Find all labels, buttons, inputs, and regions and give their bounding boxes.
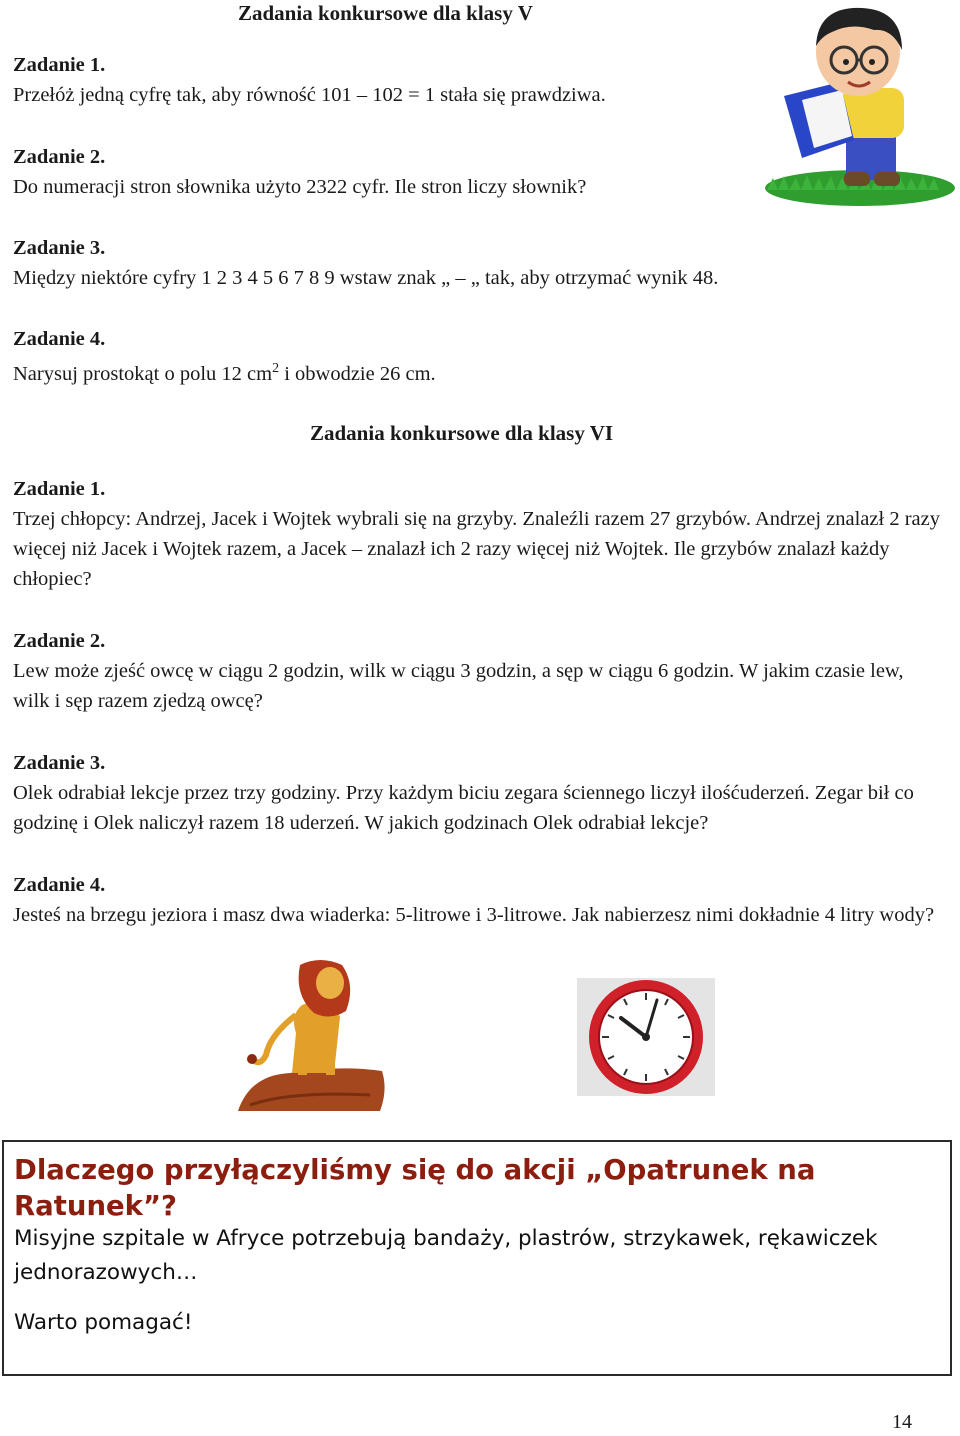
class6-task-3 xyxy=(13,748,943,838)
class5-task-3 xyxy=(13,233,943,293)
class6-heading: Zadania konkursowe dla klasy VI xyxy=(310,421,614,445)
superscript: 2 xyxy=(272,361,280,376)
task-label: Zadanie 4. xyxy=(13,328,106,350)
page-number: 14 xyxy=(892,1411,912,1433)
class6-task-4 xyxy=(13,870,943,930)
task-text: Między niektóre cyfry 1 2 3 4 5 6 7 8 9 wstaw znak „ – „ tak, aby otrzymać wynik 48. xyxy=(13,267,719,289)
info-box-paragraph: Misyjne szpitale w Afryce potrzebują bandaży, plastrów, strzykawek, rękawiczek jednorazowych… xyxy=(14,1226,878,1285)
class5-heading: Zadania konkursowe dla klasy V xyxy=(238,1,533,25)
task-label: Zadanie 2. xyxy=(13,630,106,652)
task-text: Lew może zjeść owcę w ciągu 2 godzin, wilk w ciągu 3 godzin, a sęp w ciągu 6 godzin. W jakim czasie lew, wilk i sęp razem zjedzą owcę? xyxy=(13,660,904,712)
task-text-part: Narysuj prostokąt o polu 12 cm xyxy=(13,362,273,385)
task-text xyxy=(13,354,943,389)
info-box-title: Dlaczego przyłączyliśmy się do akcji „Opatrunek na Ratunek”? xyxy=(14,1154,816,1222)
info-box xyxy=(2,1140,952,1376)
task-text: Do numeracji stron słownika użyto 2322 cyfr. Ile stron liczy słownik? xyxy=(13,176,587,198)
class6-task-2 xyxy=(13,626,943,716)
boy-reading-illustration xyxy=(762,0,958,210)
class5-task-4 xyxy=(13,324,943,389)
task-text-part: i obwodzie 26 cm. xyxy=(279,362,436,385)
task-text: Olek odrabiał lekcje przez trzy godziny. Przy każdym biciu zegara ściennego liczył ilośćuderzeń. Zegar bił co godzinę i Olek naliczył razem 18 uderzeń. W jakich godzinach Olek odrabiał lekcje? xyxy=(13,782,914,834)
task-text: Przełóż jedną cyfrę tak, aby równość 101 – 102 = 1 stała się prawdziwa. xyxy=(13,84,606,106)
lion-illustration xyxy=(230,955,390,1113)
task-label: Zadanie 1. xyxy=(13,54,106,76)
task-label: Zadanie 1. xyxy=(13,478,106,500)
task-label: Zadanie 2. xyxy=(13,146,106,168)
task-label: Zadanie 4. xyxy=(13,874,106,896)
task-text: Jesteś na brzegu jeziora i masz dwa wiaderka: 5-litrowe i 3-litrowe. Jak nabierzesz nimi dokładnie 4 litry wody? xyxy=(13,904,935,926)
task-label: Zadanie 3. xyxy=(13,237,106,259)
info-box-closing: Warto pomagać! xyxy=(14,1310,193,1335)
wall-clock-illustration xyxy=(577,978,715,1096)
task-text: Trzej chłopcy: Andrzej, Jacek i Wojtek wybrali się na grzyby. Znaleźli razem 27 grzybów. Andrzej znalazł 2 razy więcej niż Jacek i Wojtek razem, a Jacek – znalazł ich 2 razy więcej niż Wojtek. Ile grzybów znalazł każdy chłopiec? xyxy=(13,508,940,590)
class6-task-1 xyxy=(13,474,943,594)
task-label: Zadanie 3. xyxy=(13,752,106,774)
